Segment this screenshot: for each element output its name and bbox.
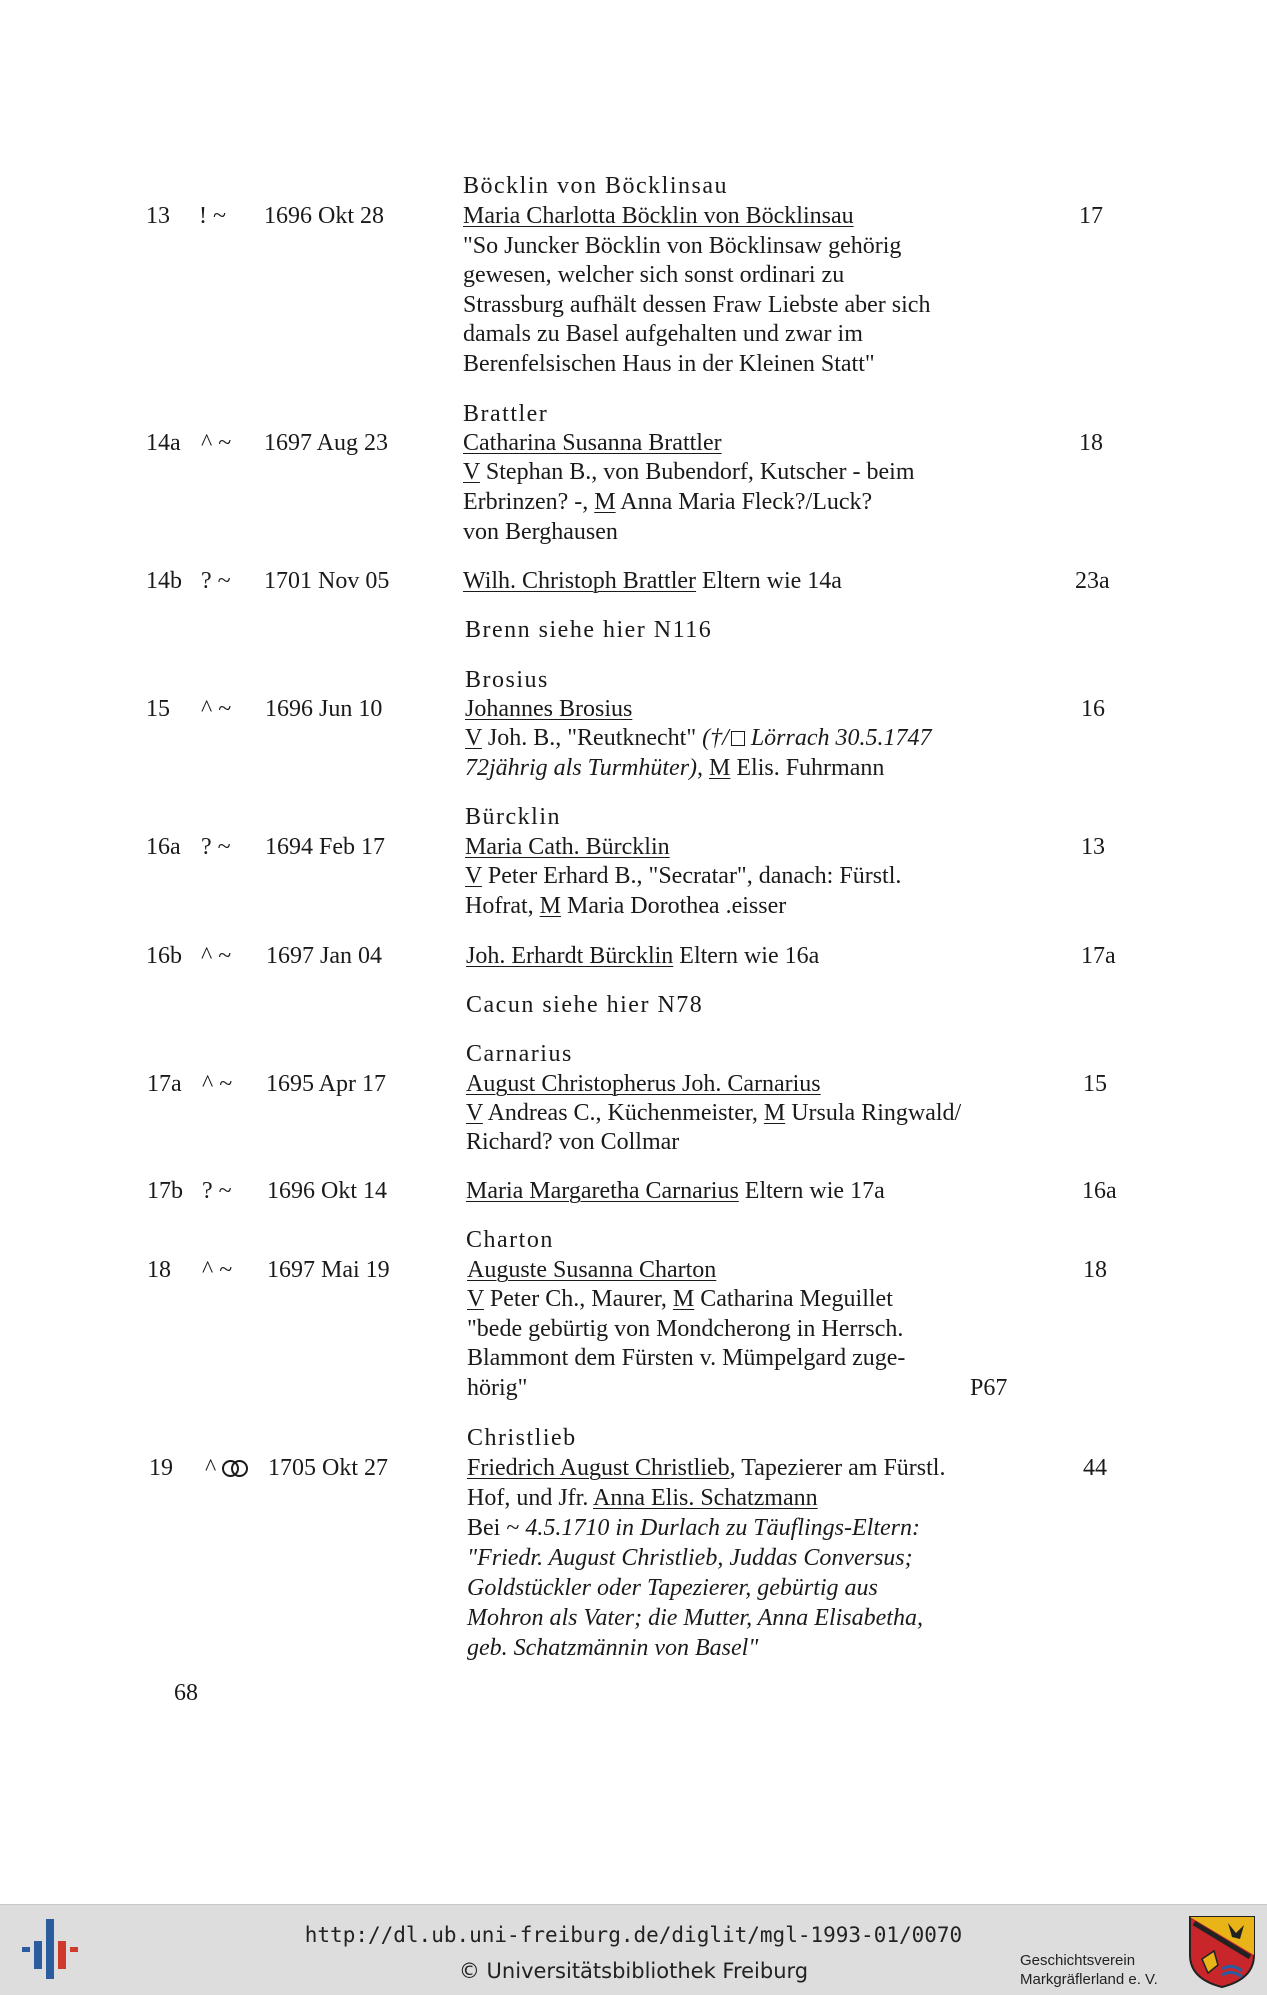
mutter-mark: M bbox=[709, 755, 731, 781]
entry-note-line: "So Juncker Böcklin von Böcklinsaw gehörig bbox=[463, 233, 902, 259]
family-heading-boecklin: Böcklin von Böcklinsau bbox=[463, 173, 728, 199]
entry-date: 1705 Okt 27 bbox=[268, 1455, 388, 1481]
death-place: Lörrach 30.5.1747 bbox=[744, 725, 932, 751]
entry-ref: 16a bbox=[1082, 1178, 1117, 1204]
entry-parents-line bbox=[465, 861, 901, 891]
vater-text: Andreas C., Küchenmeister, bbox=[482, 1100, 764, 1126]
entry-name: Maria Margaretha Carnarius bbox=[466, 1178, 739, 1204]
entry-parents-line bbox=[463, 457, 915, 487]
entry-ref: 15 bbox=[1083, 1071, 1107, 1097]
entry-line bbox=[466, 1176, 885, 1206]
mutter-mark: M bbox=[763, 1100, 786, 1126]
vater-text: Peter Ch., Maurer, bbox=[483, 1286, 673, 1312]
entry-name: Friedrich August Christlieb bbox=[467, 1455, 730, 1481]
org-name-line2: Markgräflerland e. V. bbox=[1020, 1971, 1158, 1988]
entry-date: 1695 Apr 17 bbox=[266, 1071, 386, 1097]
cross-reference: Cacun siehe hier N78 bbox=[466, 992, 704, 1018]
spouse-text: Hof, und Jfr. bbox=[467, 1485, 593, 1511]
entry-date: 1696 Okt 14 bbox=[267, 1178, 387, 1204]
entry-ref: 17 bbox=[1079, 203, 1103, 229]
entry-rest: Eltern wie 17a bbox=[738, 1178, 885, 1204]
entry-quote-line: "Friedr. August Christlieb, Juddas Conversus; bbox=[467, 1545, 913, 1571]
entry-rest: , Tapezierer am Fürstl. bbox=[729, 1455, 946, 1481]
entry-symbol: ? ~ bbox=[201, 568, 231, 594]
mutter-text: Ursula Ringwald/ bbox=[785, 1100, 962, 1126]
entry-name: Maria Charlotta Böcklin von Böcklinsau bbox=[463, 203, 854, 229]
vater-mark: V bbox=[465, 725, 482, 751]
parents-text: Hofrat, bbox=[465, 893, 540, 919]
entry-name: Maria Cath. Bürcklin bbox=[465, 834, 670, 860]
entry-note-line: Strassburg aufhält dessen Fraw Liebste aber sich bbox=[463, 292, 931, 318]
entry-name: Auguste Susanna Charton bbox=[467, 1257, 717, 1283]
entry-ref: 16 bbox=[1081, 696, 1105, 722]
entry-ref: 13 bbox=[1081, 834, 1105, 860]
entry-note-line bbox=[467, 1513, 920, 1543]
death-note: 72jährig als Turmhüter), bbox=[465, 755, 710, 781]
document-url-link[interactable]: http://dl.ub.uni-freiburg.de/diglit/mgl-1993-01/0070 bbox=[304, 1923, 963, 1947]
entry-date: 1697 Jan 04 bbox=[266, 943, 382, 969]
copyright-text: © Universitätsbibliothek Freiburg bbox=[458, 1959, 809, 1983]
entry-number: 17a bbox=[147, 1071, 182, 1097]
coat-of-arms-icon bbox=[1188, 1915, 1256, 1989]
baptism-note: 4.5.1710 in Durlach zu Täuflings-Eltern: bbox=[525, 1515, 920, 1541]
entry-date: 1697 Mai 19 bbox=[267, 1257, 390, 1283]
entry-number: 18 bbox=[147, 1257, 171, 1283]
entry-parents-line bbox=[465, 753, 884, 783]
entry-ref: 44 bbox=[1083, 1455, 1107, 1481]
entry-symbol: ^ ~ bbox=[201, 696, 232, 722]
family-heading-brattler: Brattler bbox=[463, 401, 549, 427]
mutter-text: Maria Dorothea .eisser bbox=[560, 893, 787, 919]
entry-symbol: ! ~ bbox=[199, 203, 226, 229]
entry-number: 16b bbox=[146, 943, 182, 969]
entry-date: 1696 Jun 10 bbox=[265, 696, 383, 722]
family-heading-buercklin: Bürcklin bbox=[465, 804, 561, 830]
entry-date: 1701 Nov 05 bbox=[264, 568, 390, 594]
entry-line bbox=[463, 566, 842, 596]
entry-symbol: ? ~ bbox=[202, 1178, 232, 1204]
baptism-text: Bei ~ bbox=[467, 1515, 526, 1541]
entry-date: 1694 Feb 17 bbox=[265, 834, 385, 860]
entry-symbol: ^ ~ bbox=[202, 1071, 233, 1097]
entry-parents-line bbox=[467, 1284, 893, 1314]
marriage-rings-icon bbox=[222, 1460, 248, 1476]
entry-parents-line bbox=[465, 723, 932, 753]
entry-ref: 17a bbox=[1081, 943, 1116, 969]
family-heading-brosius: Brosius bbox=[465, 667, 549, 693]
entry-symbol: ^ ~ bbox=[201, 430, 232, 456]
vater-text: Stephan B., von Bubendorf, Kutscher - beim bbox=[479, 459, 915, 485]
entry-date: 1696 Okt 28 bbox=[264, 203, 384, 229]
entry-symbol: ^ ~ bbox=[201, 943, 232, 969]
mutter-mark: M bbox=[594, 489, 616, 515]
entry-note-line: hörig" bbox=[467, 1375, 528, 1401]
entry-number: 14a bbox=[146, 430, 181, 456]
cross-reference: Brenn siehe hier N116 bbox=[465, 617, 713, 643]
spouse-name: Anna Elis. Schatzmann bbox=[593, 1485, 818, 1511]
entry-symbol bbox=[205, 1453, 248, 1483]
death-note: (†/ bbox=[702, 725, 729, 751]
entry-number: 13 bbox=[146, 203, 170, 229]
entry-note-line: Blammont dem Fürsten v. Mümpelgard zuge- bbox=[467, 1345, 906, 1371]
entry-name: Johannes Brosius bbox=[465, 696, 633, 722]
mutter-mark: M bbox=[539, 893, 561, 919]
entry-note-line: von Berghausen bbox=[463, 519, 618, 545]
margin-note: P67 bbox=[970, 1375, 1008, 1401]
entry-symbol: ? ~ bbox=[201, 834, 231, 860]
entry-date: 1697 Aug 23 bbox=[264, 430, 389, 456]
vater-text: Joh. B., "Reutknecht" bbox=[481, 725, 703, 751]
entry-spouse-line bbox=[467, 1483, 818, 1513]
entry-ref: 18 bbox=[1079, 430, 1103, 456]
entry-ref: 18 bbox=[1083, 1257, 1107, 1283]
org-name-line1: Geschichtsverein bbox=[1020, 1952, 1136, 1969]
entry-name: Wilh. Christoph Brattler bbox=[463, 568, 697, 594]
entry-number: 16a bbox=[146, 834, 181, 860]
mutter-mark: M bbox=[672, 1286, 695, 1312]
org-name bbox=[1020, 1951, 1158, 1989]
entry-number: 14b bbox=[146, 568, 182, 594]
entry-quote-line: Mohron als Vater; die Mutter, Anna Elisabetha, bbox=[467, 1605, 923, 1631]
vater-text: Peter Erhard B., "Secratar", danach: Fürstl. bbox=[481, 863, 902, 889]
page-number: 68 bbox=[174, 1680, 198, 1706]
entry-parents-line bbox=[466, 1098, 961, 1128]
entry-parents-line bbox=[463, 487, 872, 517]
family-heading-christlieb: Christlieb bbox=[467, 1425, 577, 1451]
entry-symbol: ^ ~ bbox=[202, 1257, 233, 1283]
vater-mark: V bbox=[467, 1286, 484, 1312]
entry-line bbox=[467, 1453, 945, 1483]
vater-mark: V bbox=[466, 1100, 483, 1126]
entry-note-line: gewesen, welcher sich sonst ordinari zu bbox=[463, 262, 845, 288]
entry-note-line: Berenfelsischen Haus in der Kleinen Statt" bbox=[463, 351, 875, 377]
entry-note-line: "bede gebürtig von Mondcherong in Herrsch. bbox=[467, 1316, 904, 1342]
entry-name: Catharina Susanna Brattler bbox=[463, 430, 722, 456]
mutter-text: Elis. Fuhrmann bbox=[730, 755, 885, 781]
entry-rest: Eltern wie 16a bbox=[673, 943, 820, 969]
entry-number: 19 bbox=[149, 1455, 173, 1481]
entry-ref: 23a bbox=[1075, 568, 1110, 594]
entry-quote-line: geb. Schatzmännin von Basel" bbox=[467, 1635, 759, 1661]
entry-note-line: damals zu Basel aufgehalten und zwar im bbox=[463, 321, 863, 347]
entry-number: 15 bbox=[146, 696, 170, 722]
entry-parents-line bbox=[465, 891, 786, 921]
family-heading-carnarius: Carnarius bbox=[466, 1041, 573, 1067]
family-heading-charton: Charton bbox=[466, 1227, 554, 1253]
entry-number: 17b bbox=[147, 1178, 183, 1204]
entry-name: Joh. Erhardt Bürcklin bbox=[466, 943, 674, 969]
vater-mark: V bbox=[465, 863, 482, 889]
symbol-text: ^ bbox=[205, 1455, 217, 1481]
mutter-text: Anna Maria Fleck?/Luck? bbox=[615, 489, 873, 515]
entry-line bbox=[466, 941, 819, 971]
mutter-text: Catharina Meguillet bbox=[694, 1286, 893, 1312]
footer-bar bbox=[0, 1904, 1267, 1995]
entry-note-line: Richard? von Collmar bbox=[466, 1129, 680, 1155]
entry-quote-line: Goldstückler oder Tapezierer, gebürtig aus bbox=[467, 1575, 878, 1601]
burial-box-icon bbox=[731, 731, 745, 746]
entry-name: August Christopherus Joh. Carnarius bbox=[466, 1071, 821, 1097]
vater-mark: V bbox=[463, 459, 480, 485]
parents-text: Erbrinzen? -, bbox=[463, 489, 595, 515]
entry-rest: Eltern wie 14a bbox=[696, 568, 842, 594]
